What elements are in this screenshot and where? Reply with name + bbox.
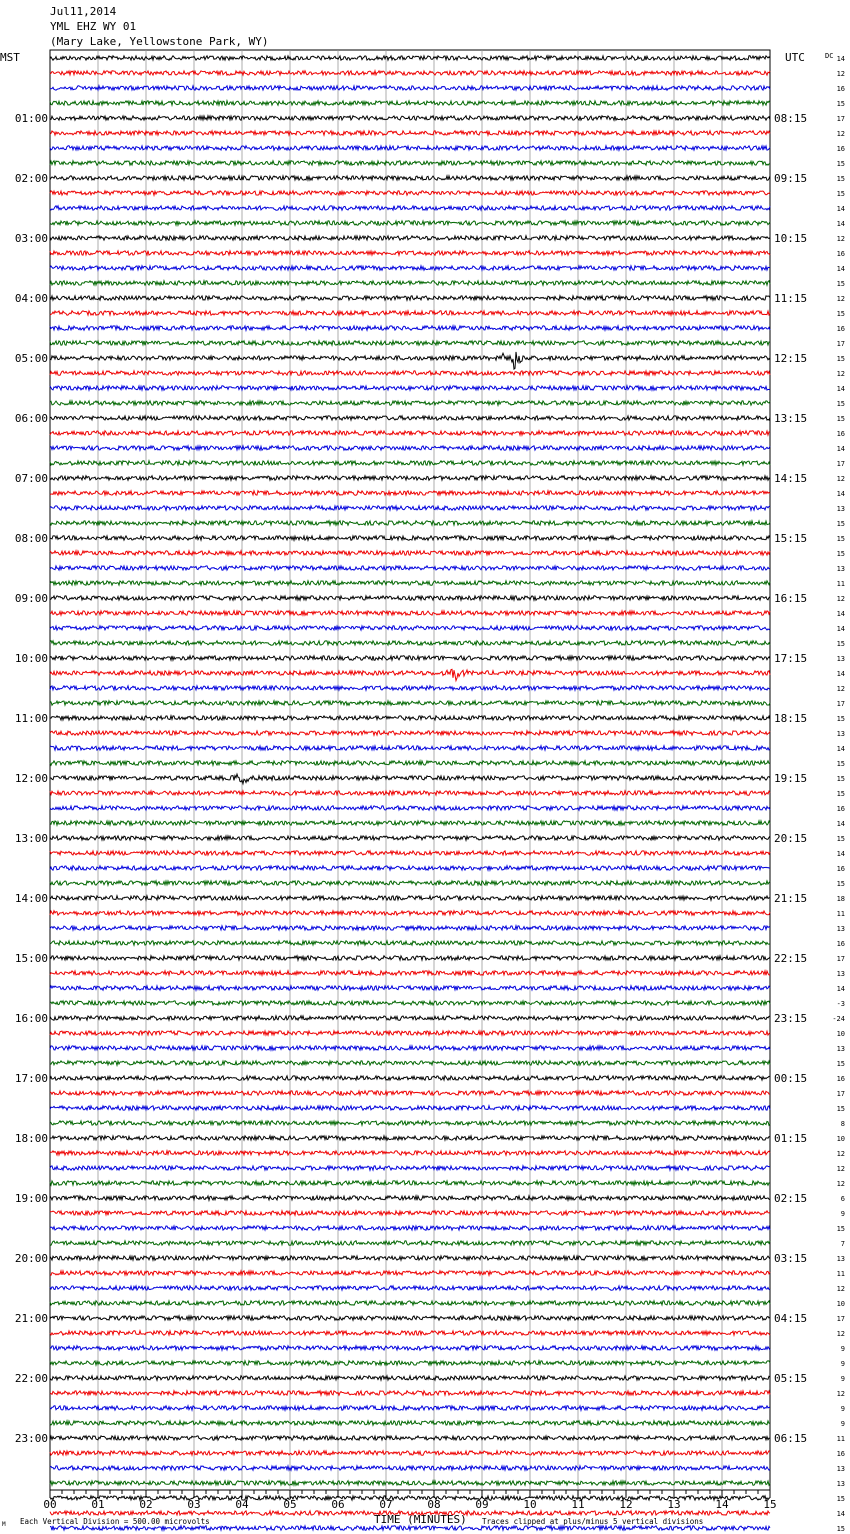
seismic-trace	[50, 866, 770, 870]
dc-offset-label: 16	[836, 325, 845, 333]
seismic-trace	[50, 176, 770, 180]
dc-offset-label: 14	[836, 820, 845, 828]
dc-offset-label: 15	[836, 175, 845, 183]
seismic-trace	[50, 1526, 770, 1530]
dc-offset-label: 14	[836, 610, 845, 618]
mst-hour-label: 16:00	[14, 1012, 48, 1025]
x-tick-label: 11	[571, 1498, 585, 1511]
mst-hour-label: 19:00	[14, 1192, 48, 1205]
seismic-trace	[50, 626, 770, 630]
x-tick-label: 03	[187, 1498, 201, 1511]
dc-offset-label: 15	[836, 550, 845, 558]
dc-offset-label: 11	[836, 1270, 845, 1278]
mst-hour-label: 13:00	[14, 832, 48, 845]
seismic-trace	[50, 701, 770, 705]
seismic-trace	[50, 641, 770, 645]
dc-offset-label: 11	[836, 910, 845, 918]
seismic-trace	[50, 251, 770, 255]
seismic-trace	[50, 686, 770, 690]
seismic-trace	[50, 821, 770, 825]
dc-offset-label: 15	[836, 1525, 845, 1533]
seismic-trace	[50, 281, 770, 285]
seismic-trace	[50, 236, 770, 240]
seismic-trace	[50, 1016, 770, 1020]
seismic-trace	[50, 1166, 770, 1170]
utc-hour-label: 03:15	[774, 1252, 808, 1265]
dc-offset-label: 14	[836, 445, 845, 453]
dc-offset-label: 18	[836, 895, 845, 903]
dc-offset-label: 17	[836, 955, 845, 963]
dc-offset-label: 15	[836, 880, 845, 888]
seismic-trace	[50, 1151, 770, 1155]
seismic-trace	[50, 386, 770, 390]
x-tick-label: 14	[715, 1498, 729, 1511]
seismic-trace	[50, 1391, 770, 1395]
x-axis-title: TIME (MINUTES)	[374, 1513, 467, 1526]
left-axis-title: MST	[0, 51, 20, 64]
mst-hour-label: 08:00	[14, 532, 48, 545]
dc-offset-label: 13	[836, 1045, 845, 1053]
dc-offset-label: 16	[836, 145, 845, 153]
seismic-trace	[50, 1256, 770, 1260]
x-tick-label: 02	[139, 1498, 153, 1511]
seismic-trace	[50, 851, 770, 855]
seismic-trace	[50, 896, 770, 900]
dc-offset-label: 14	[836, 745, 845, 753]
seismic-trace	[50, 1361, 770, 1365]
mst-hour-label: 14:00	[14, 892, 48, 905]
dc-offset-label: 17	[836, 700, 845, 708]
seismic-trace	[50, 1331, 770, 1335]
dc-offset-label: 16	[836, 1075, 845, 1083]
mst-hour-label: 17:00	[14, 1072, 48, 1085]
dc-offset-label: 9	[840, 1405, 845, 1413]
dc-offset-label: 13	[836, 505, 845, 513]
mst-hour-label: 01:00	[14, 112, 48, 125]
seismic-trace	[50, 1076, 770, 1080]
utc-hour-label: 01:15	[774, 1132, 808, 1145]
dc-offset-label: 14	[836, 265, 845, 273]
dc-offset-label: 13	[836, 1465, 845, 1473]
seismic-trace	[50, 431, 770, 435]
mst-hour-label: 05:00	[14, 352, 48, 365]
seismic-trace	[50, 491, 770, 495]
dc-offset-label: 17	[836, 115, 845, 123]
seismic-trace	[50, 611, 770, 615]
x-tick-label: 08	[427, 1498, 441, 1511]
dc-offset-label: 12	[836, 70, 845, 78]
seismic-trace	[50, 131, 770, 135]
seismic-trace	[50, 521, 770, 525]
utc-hour-label: 05:15	[774, 1372, 808, 1385]
seismic-trace	[50, 1376, 770, 1380]
x-tick-label: 04	[235, 1498, 249, 1511]
dc-offset-label: 10	[836, 1030, 845, 1038]
seismic-trace	[50, 101, 770, 105]
dc-offset-label: 14	[836, 220, 845, 228]
mst-hour-label: 02:00	[14, 172, 48, 185]
seismic-trace	[50, 1061, 770, 1065]
seismic-trace	[50, 1001, 770, 1005]
seismic-trace	[50, 1481, 770, 1485]
seismic-trace	[50, 461, 770, 465]
x-tick-label: 09	[475, 1498, 489, 1511]
seismic-trace	[50, 566, 770, 570]
seismic-trace	[50, 881, 770, 885]
mst-hour-label: 10:00	[14, 652, 48, 665]
dc-offset-label: 15	[836, 280, 845, 288]
dc-offset-label: 16	[836, 805, 845, 813]
seismic-trace	[50, 352, 770, 369]
utc-hour-label: 04:15	[774, 1312, 808, 1325]
dc-offset-label: 17	[836, 460, 845, 468]
utc-hour-label: 11:15	[774, 292, 808, 305]
dc-offset-label: 16	[836, 85, 845, 93]
dc-offset-label: 15	[836, 520, 845, 528]
dc-offset-label: 14	[836, 1510, 845, 1518]
dc-offset-label: 14	[836, 670, 845, 678]
seismic-trace	[50, 926, 770, 930]
seismic-trace	[50, 1031, 770, 1035]
dc-offset-label: 15	[836, 1105, 845, 1113]
seismic-trace	[50, 1121, 770, 1125]
x-tick-label: 13	[667, 1498, 681, 1511]
seismic-trace	[50, 1241, 770, 1245]
x-tick-label: 07	[379, 1498, 393, 1511]
utc-hour-label: 08:15	[774, 112, 808, 125]
seismic-trace	[50, 731, 770, 735]
seismic-trace	[50, 161, 770, 165]
dc-offset-label: -24	[832, 1015, 845, 1023]
seismic-trace	[50, 1106, 770, 1110]
seismic-trace	[50, 1451, 770, 1455]
dc-offset-label: -3	[836, 1000, 845, 1008]
mst-hour-label: 11:00	[14, 712, 48, 725]
mst-hour-label: 23:00	[14, 1432, 48, 1445]
seismic-trace	[50, 1346, 770, 1350]
dc-offset-label: 15	[836, 775, 845, 783]
mst-hour-label: 07:00	[14, 472, 48, 485]
x-tick-label: 12	[619, 1498, 633, 1511]
utc-hour-label: 10:15	[774, 232, 808, 245]
dc-offset-label: 12	[836, 235, 845, 243]
mst-hour-label: 20:00	[14, 1252, 48, 1265]
dc-offset-label: 14	[836, 625, 845, 633]
seismic-trace	[50, 446, 770, 450]
corner-mark: M	[2, 1521, 6, 1528]
dc-offset-label: 17	[836, 1090, 845, 1098]
seismic-trace	[50, 1181, 770, 1185]
seismic-trace	[50, 266, 770, 270]
seismic-trace	[50, 836, 770, 840]
seismic-trace	[50, 221, 770, 225]
dc-offset-label: 15	[836, 715, 845, 723]
seismic-trace	[50, 536, 770, 540]
header-station: YML EHZ WY 01	[50, 20, 137, 33]
dc-label: DC	[825, 52, 834, 60]
seismic-trace	[50, 911, 770, 915]
dc-offset-label: 9	[840, 1210, 845, 1218]
x-tick-label: 15	[763, 1498, 777, 1511]
dc-offset-label: 6	[840, 1195, 845, 1203]
utc-hour-label: 23:15	[774, 1012, 808, 1025]
dc-offset-label: 15	[836, 760, 845, 768]
dc-offset-label: 12	[836, 1165, 845, 1173]
seismic-trace	[50, 986, 770, 990]
dc-offset-label: 16	[836, 865, 845, 873]
dc-offset-label: 14	[836, 985, 845, 993]
seismic-trace	[50, 341, 770, 345]
dc-offset-label: 14	[836, 385, 845, 393]
seismic-trace	[50, 791, 770, 795]
dc-offset-label: 13	[836, 1255, 845, 1263]
seismic-trace	[50, 1136, 770, 1140]
dc-offset-label: 15	[836, 1495, 845, 1503]
seismic-trace	[50, 956, 770, 960]
seismic-trace	[50, 1046, 770, 1050]
header-location: (Mary Lake, Yellowstone Park, WY)	[50, 35, 269, 48]
seismic-trace	[50, 761, 770, 765]
mst-hour-label: 09:00	[14, 592, 48, 605]
seismic-trace	[50, 296, 770, 300]
dc-offset-label: 12	[836, 1390, 845, 1398]
dc-offset-label: 13	[836, 970, 845, 978]
utc-hour-label: 17:15	[774, 652, 808, 665]
seismic-trace	[50, 1316, 770, 1320]
dc-offset-label: 9	[840, 1345, 845, 1353]
dc-offset-label: 12	[836, 1330, 845, 1338]
utc-hour-label: 02:15	[774, 1192, 808, 1205]
x-tick-label: 10	[523, 1498, 537, 1511]
dc-offset-label: 15	[836, 400, 845, 408]
seismic-trace	[50, 1421, 770, 1425]
seismic-trace	[50, 311, 770, 315]
seismic-trace	[50, 746, 770, 750]
utc-hour-label: 09:15	[774, 172, 808, 185]
seismic-trace	[50, 1211, 770, 1215]
seismic-trace	[50, 1286, 770, 1290]
utc-hour-label: 22:15	[774, 952, 808, 965]
utc-hour-label: 16:15	[774, 592, 808, 605]
dc-offset-label: 12	[836, 685, 845, 693]
dc-offset-label: 14	[836, 490, 845, 498]
seismic-trace	[50, 971, 770, 975]
seismic-trace	[50, 1091, 770, 1095]
mst-hour-label: 15:00	[14, 952, 48, 965]
footer-clip-note: Traces clipped at plus/minus 5 vertical divisions	[482, 1517, 704, 1526]
dc-offset-label: 10	[836, 1300, 845, 1308]
dc-offset-label: 15	[836, 1225, 845, 1233]
seismic-trace	[50, 506, 770, 510]
seismic-trace	[50, 596, 770, 600]
dc-offset-label: 17	[836, 1315, 845, 1323]
dc-offset-label: 8	[840, 1120, 845, 1128]
seismic-trace	[50, 56, 770, 60]
seismic-trace	[50, 1436, 770, 1440]
utc-hour-label: 06:15	[774, 1432, 808, 1445]
utc-hour-label: 15:15	[774, 532, 808, 545]
seismic-trace	[50, 669, 770, 680]
seismic-trace	[50, 326, 770, 330]
seismic-trace	[50, 191, 770, 195]
seismic-trace	[50, 1196, 770, 1200]
mst-hour-label: 06:00	[14, 412, 48, 425]
footer-scale: Each Vertical Division = 500.00 microvolts	[20, 1517, 210, 1526]
dc-offset-label: 16	[836, 1450, 845, 1458]
seismic-trace	[50, 116, 770, 120]
seismic-trace	[50, 71, 770, 75]
utc-hour-label: 13:15	[774, 412, 808, 425]
dc-offset-label: 9	[840, 1375, 845, 1383]
utc-hour-label: 19:15	[774, 772, 808, 785]
header-date: Jul11,2014	[50, 5, 117, 18]
seismic-trace	[50, 581, 770, 585]
mst-hour-label: 03:00	[14, 232, 48, 245]
dc-offset-label: 16	[836, 940, 845, 948]
seismic-trace	[50, 146, 770, 150]
dc-offset-label: 12	[836, 295, 845, 303]
dc-offset-label: 14	[836, 850, 845, 858]
dc-offset-label: 7	[840, 1240, 845, 1248]
dc-offset-label: 12	[836, 595, 845, 603]
dc-offset-label: 15	[836, 535, 845, 543]
seismic-trace	[50, 1466, 770, 1470]
seismic-trace	[50, 1406, 770, 1410]
seismic-trace	[50, 371, 770, 375]
dc-offset-label: 14	[836, 205, 845, 213]
mst-hour-label: 12:00	[14, 772, 48, 785]
dc-offset-label: 13	[836, 730, 845, 738]
dc-offset-label: 15	[836, 790, 845, 798]
dc-offset-label: 15	[836, 355, 845, 363]
seismic-trace	[50, 1271, 770, 1275]
dc-offset-label: 13	[836, 655, 845, 663]
dc-offset-label: 12	[836, 1285, 845, 1293]
utc-hour-label: 20:15	[774, 832, 808, 845]
x-tick-label: 06	[331, 1498, 345, 1511]
dc-offset-label: 9	[840, 1360, 845, 1368]
dc-offset-label: 12	[836, 1180, 845, 1188]
seismic-trace	[50, 206, 770, 210]
seismic-trace	[50, 1301, 770, 1305]
utc-hour-label: 12:15	[774, 352, 808, 365]
seismic-trace	[50, 656, 770, 660]
dc-offset-label: 12	[836, 1150, 845, 1158]
utc-hour-label: 14:15	[774, 472, 808, 485]
dc-offset-label: 15	[836, 1060, 845, 1068]
utc-hour-label: 21:15	[774, 892, 808, 905]
dc-offset-label: 15	[836, 310, 845, 318]
mst-hour-label: 21:00	[14, 1312, 48, 1325]
seismic-trace	[50, 716, 770, 720]
dc-offset-label: 12	[836, 370, 845, 378]
utc-hour-label: 18:15	[774, 712, 808, 725]
mst-hour-label: 18:00	[14, 1132, 48, 1145]
x-tick-label: 00	[43, 1498, 57, 1511]
dc-offset-label: 15	[836, 190, 845, 198]
dc-offset-label: 10	[836, 1135, 845, 1143]
seismic-trace	[50, 551, 770, 555]
seismic-trace	[50, 401, 770, 405]
right-axis-title: UTC	[785, 51, 805, 64]
dc-offset-label: 15	[836, 835, 845, 843]
utc-hour-label: 00:15	[774, 1072, 808, 1085]
seismic-trace	[50, 86, 770, 90]
seismic-trace	[50, 941, 770, 945]
dc-offset-label: 12	[836, 475, 845, 483]
x-tick-label: 05	[283, 1498, 297, 1511]
seismic-trace	[50, 1226, 770, 1230]
dc-offset-label: 15	[836, 100, 845, 108]
dc-offset-label: 17	[836, 340, 845, 348]
seismic-trace	[50, 1496, 770, 1500]
seismic-trace	[50, 416, 770, 420]
dc-offset-label: 15	[836, 160, 845, 168]
seismic-trace	[50, 476, 770, 480]
dc-offset-label: 9	[840, 1420, 845, 1428]
dc-offset-label: 11	[836, 580, 845, 588]
dc-offset-label: 13	[836, 565, 845, 573]
dc-offset-label: 16	[836, 430, 845, 438]
dc-offset-label: 14	[836, 55, 845, 63]
mst-hour-label: 22:00	[14, 1372, 48, 1385]
dc-offset-label: 13	[836, 1480, 845, 1488]
seismic-trace	[50, 774, 770, 784]
x-tick-label: 01	[91, 1498, 105, 1511]
dc-offset-label: 15	[836, 640, 845, 648]
dc-offset-label: 15	[836, 415, 845, 423]
mst-hour-label: 04:00	[14, 292, 48, 305]
dc-offset-label: 13	[836, 925, 845, 933]
dc-offset-label: 16	[836, 250, 845, 258]
seismic-trace	[50, 806, 770, 810]
dc-offset-label: 11	[836, 1435, 845, 1443]
dc-offset-label: 12	[836, 130, 845, 138]
